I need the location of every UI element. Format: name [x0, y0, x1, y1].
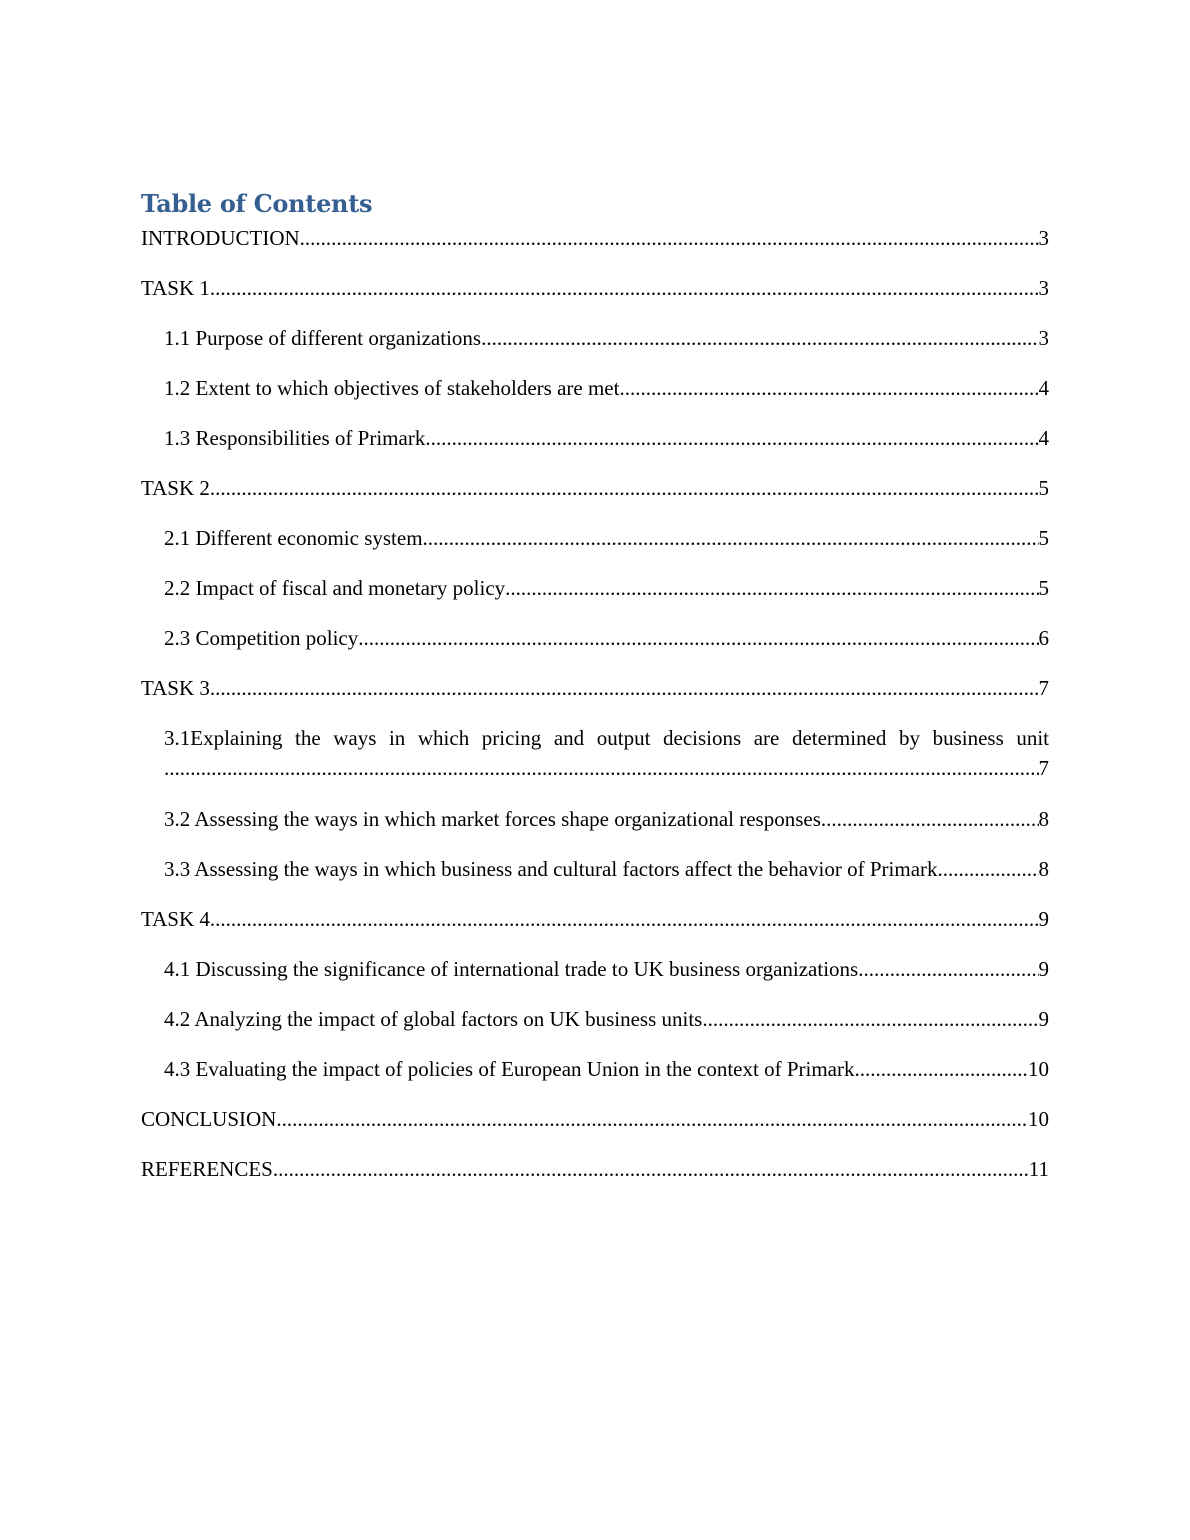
- dot-leader: [210, 904, 1039, 934]
- toc-entry-page: 5: [1038, 526, 1049, 550]
- dot-leader: [821, 804, 1039, 834]
- toc-entry-label: TASK 3: [141, 676, 210, 700]
- toc-entry-label: 4.1 Discussing the significance of international trade to UK business organizations: [164, 957, 859, 981]
- dot-leader: [358, 623, 1038, 653]
- toc-entry-page: 10: [1028, 1107, 1049, 1131]
- toc-entry-page: 7: [1038, 676, 1049, 700]
- toc-entry-3-1[interactable]: [141, 723, 1049, 783]
- toc-entry-label: TASK 2: [141, 476, 210, 500]
- toc-entry-4-3[interactable]: [141, 1054, 1049, 1084]
- toc-entry-page: 7: [1038, 756, 1049, 780]
- dot-leader: [858, 954, 1038, 984]
- dot-leader: [300, 223, 1039, 253]
- toc-entry-page: 3: [1038, 226, 1049, 250]
- toc-entries: [141, 223, 1049, 1184]
- toc-entry-label: 2.3 Competition policy: [164, 626, 359, 650]
- dot-leader: [702, 1004, 1038, 1034]
- dot-leader: [164, 753, 1039, 783]
- toc-entry-label: 3.1Explaining the ways in which pricing and output decisions are determined by business unit: [164, 726, 1049, 750]
- toc-entry-page: 11: [1028, 1157, 1049, 1181]
- toc-entry-task-2[interactable]: [141, 473, 1049, 503]
- dot-leader: [423, 523, 1039, 553]
- toc-entry-task-1[interactable]: [141, 273, 1049, 303]
- toc-entry-2-3[interactable]: [141, 623, 1049, 653]
- dot-leader: [210, 273, 1039, 303]
- toc-entry-page: 8: [1038, 807, 1049, 831]
- dot-leader: [210, 473, 1039, 503]
- dot-leader: [938, 854, 1039, 884]
- toc-entry-label: 1.3 Responsibilities of Primark: [164, 426, 426, 450]
- toc-entry-page: 3: [1038, 276, 1049, 300]
- dot-leader: [273, 1154, 1029, 1184]
- toc-entry-4-1[interactable]: [141, 954, 1049, 984]
- toc-entry-references[interactable]: [141, 1154, 1049, 1184]
- toc-entry-1-2[interactable]: [141, 373, 1049, 403]
- dot-leader: [619, 373, 1038, 403]
- toc-entry-1-3[interactable]: [141, 423, 1049, 453]
- toc-entry-label: 3.3 Assessing the ways in which business and cultural factors affect the behavior of Primark: [164, 857, 938, 881]
- toc-entry-label: 1.1 Purpose of different organizations: [164, 326, 482, 350]
- toc-entry-3-2[interactable]: [141, 804, 1049, 834]
- toc-entry-introduction[interactable]: [141, 223, 1049, 253]
- toc-entry-conclusion[interactable]: [141, 1104, 1049, 1134]
- toc-entry-label: 2.2 Impact of fiscal and monetary policy: [164, 576, 506, 600]
- toc-entry-label: TASK 1: [141, 276, 210, 300]
- toc-entry-label: REFERENCES: [141, 1157, 273, 1181]
- toc-entry-label: TASK 4: [141, 907, 210, 931]
- toc-entry-label: 3.2 Assessing the ways in which market forces shape organizational responses: [164, 807, 821, 831]
- dot-leader: [425, 423, 1038, 453]
- toc-entry-3-3[interactable]: [141, 854, 1049, 884]
- toc-entry-page: 9: [1038, 907, 1049, 931]
- toc-entry-label: CONCLUSION: [141, 1107, 277, 1131]
- toc-entry-page: 5: [1038, 476, 1049, 500]
- toc-entry-task-4[interactable]: [141, 904, 1049, 934]
- toc-entry-label: INTRODUCTION: [141, 226, 300, 250]
- toc-entry-page: 3: [1038, 326, 1049, 350]
- toc-entry-label: 1.2 Extent to which objectives of stakeholders are met: [164, 376, 620, 400]
- dot-leader: [505, 573, 1038, 603]
- dot-leader: [481, 323, 1038, 353]
- dot-leader: [210, 673, 1039, 703]
- toc-entry-page: 10: [1028, 1057, 1049, 1081]
- toc-entry-label: 4.2 Analyzing the impact of global factors on UK business units: [164, 1007, 703, 1031]
- toc-entry-page: 9: [1038, 1007, 1049, 1031]
- toc-entry-task-3[interactable]: [141, 673, 1049, 703]
- dot-leader: [276, 1104, 1028, 1134]
- toc-title: Table of Contents: [141, 189, 373, 218]
- toc-entry-page: 4: [1038, 376, 1049, 400]
- toc-entry-1-1[interactable]: [141, 323, 1049, 353]
- toc-entry-label: 2.1 Different economic system: [164, 526, 423, 550]
- dot-leader: [855, 1054, 1029, 1084]
- toc-entry-label: 4.3 Evaluating the impact of policies of European Union in the context of Primark: [164, 1057, 855, 1081]
- toc-entry-page: 5: [1038, 576, 1049, 600]
- toc-entry-2-2[interactable]: [141, 573, 1049, 603]
- toc-entry-4-2[interactable]: [141, 1004, 1049, 1034]
- table-of-contents: [141, 185, 1049, 1204]
- toc-entry-page: 6: [1038, 626, 1049, 650]
- toc-entry-page: 8: [1038, 857, 1049, 881]
- toc-entry-page: 4: [1038, 426, 1049, 450]
- toc-entry-page: 9: [1038, 957, 1049, 981]
- toc-entry-2-1[interactable]: [141, 523, 1049, 553]
